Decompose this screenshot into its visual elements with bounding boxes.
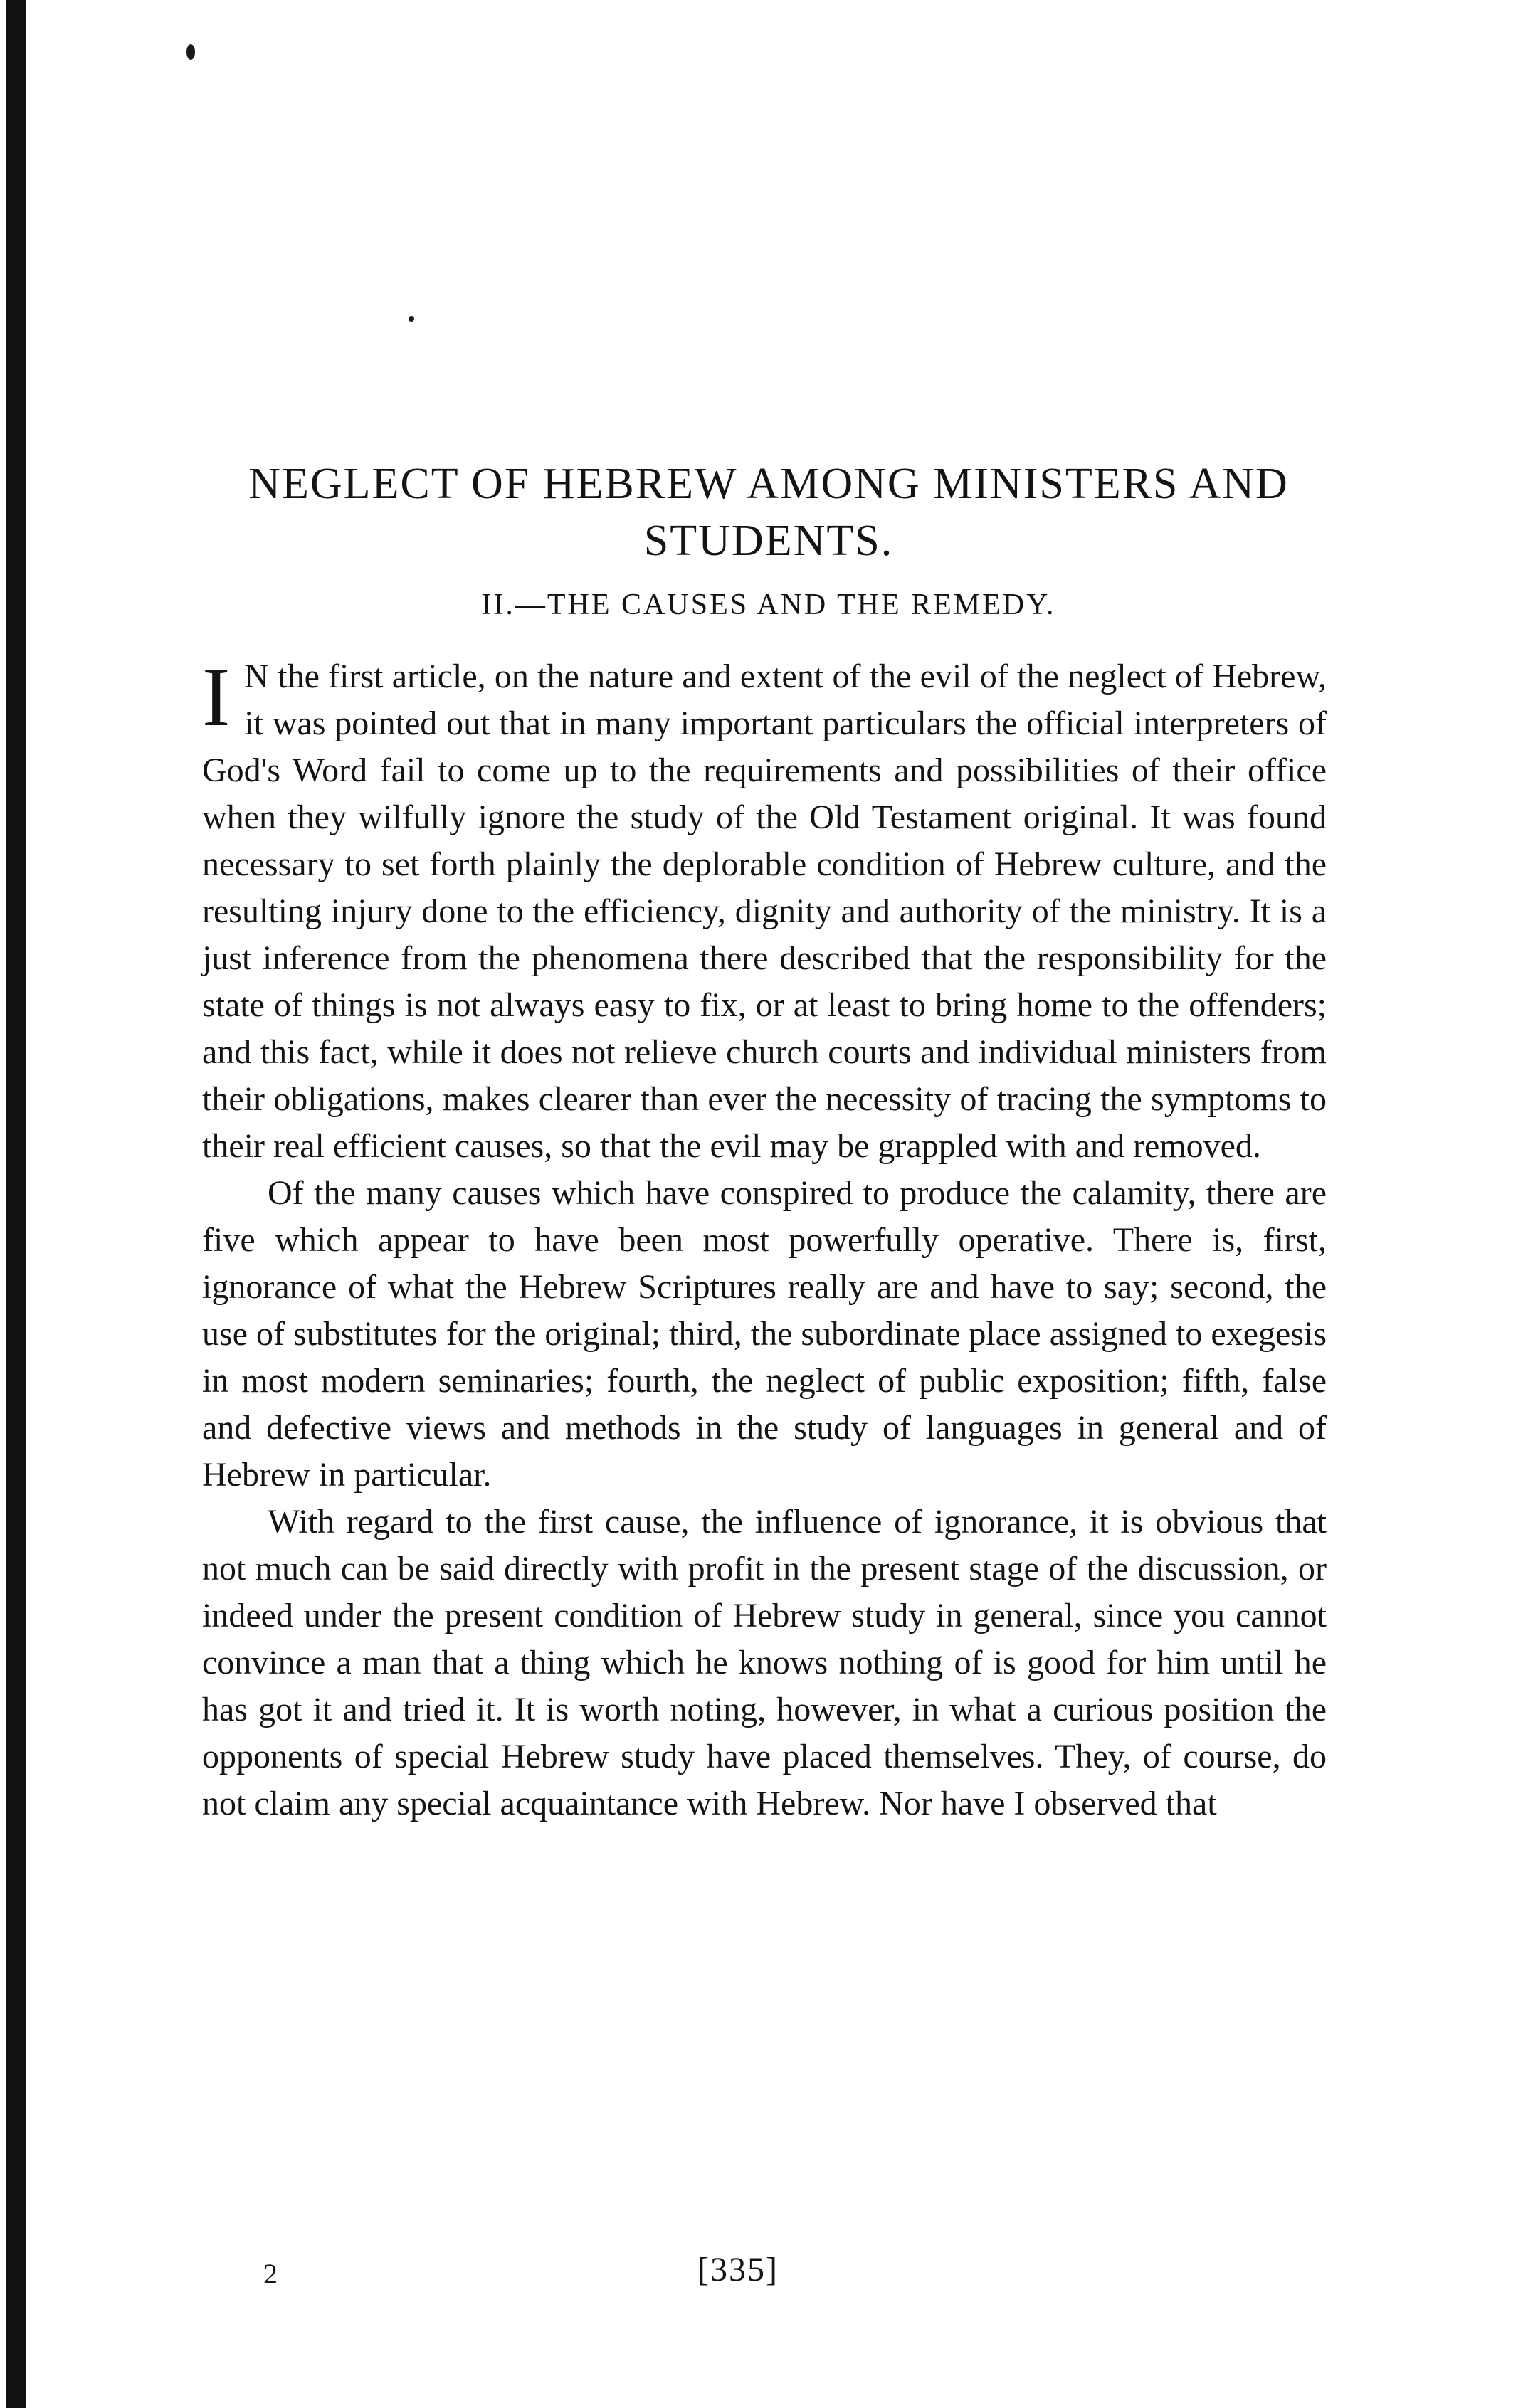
page-number: [335] xyxy=(697,2251,779,2288)
article-title: NEGLECT OF HEBREW AMONG MINISTERS AND STUDENTS. xyxy=(248,460,1289,565)
scan-speck xyxy=(186,44,195,60)
article-subtitle: II.—THE CAUSES AND THE REMEDY. xyxy=(481,588,1056,621)
paragraph-3: With regard to the first cause, the influence of ignorance, it is obvious that not much can be said directly with profit in the present stage of the discussion, or indeed under the present condition of Hebrew study in general, since you cannot convince a man that a thing which he knows nothing of is good for him until he has got it and tried it. It is worth noting, however, in what a curious position the opponents of special Hebrew study have placed themselves. They, of course, do not claim any special acquaintance with Hebrew. Nor have I observed that xyxy=(202,1503,1327,1822)
article-body xyxy=(202,650,1327,1827)
signature-mark: 2 xyxy=(263,2258,278,2290)
scan-binding-edge xyxy=(6,0,26,2408)
scan-speck xyxy=(409,316,414,322)
drop-cap: I xyxy=(202,650,231,744)
paragraph-2: Of the many causes which have conspired to produce the calamity, there are five which appear to have been most powerfully operative. There is, first, ignorance of what the Hebrew Scriptures really are and have to say; second, the use of substitutes for the original; third, the subordinate place assigned to exegesis in most modern seminaries; fourth, the neglect of public exposition; fifth, false and defective views and methods in the study of languages in general and of Hebrew in particular. xyxy=(202,1174,1327,1494)
paragraph-1-text: N the first article, on the nature and extent of the evil of the neglect of Hebrew, it was pointed out that in many important particulars the official interpreters of God's Word fail to come up to the requirements and possibilities of their office when they wilfully ignore the study of the Old Testament original. It was found necessary to set forth plainly the deplorable condition of Hebrew culture, and the resulting injury done to the efficiency, dignity and authority of the ministry. It is a just inference from the phenomena there described that the responsibility for the state of things is not always easy to fix, or at least to bring home to the offenders; and this fact, while it does not relieve church courts and individual ministers from their obligations, makes clearer than ever the necessity of tracing the symptoms to their real efficient causes, so that the evil may be grappled with and removed. xyxy=(202,658,1327,1165)
paragraph-1 xyxy=(202,650,1327,1170)
